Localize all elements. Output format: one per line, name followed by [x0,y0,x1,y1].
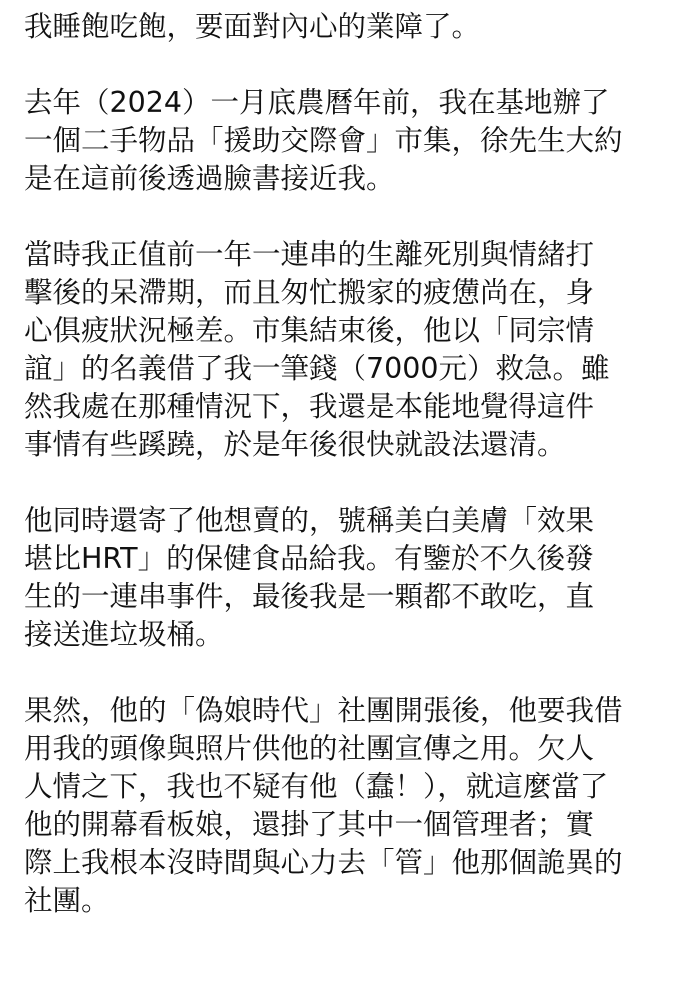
text-line: 堪比HRT」的保健食品給我。有鑒於不久後發 [24,542,594,575]
text-line: 際上我根本沒時間與心力去「管」他那個詭異的 [24,846,623,879]
text-line: 誼」的名義借了我一筆錢（7000元）救急。雖 [24,352,610,385]
paragraph-5 [24,692,664,920]
paragraph-2 [24,84,664,198]
text-line: 果然，他的「偽娘時代」社團開張後，他要我借 [24,694,623,727]
text-line: 當時我正值前一年一連串的生離死別與情緒打 [24,238,595,271]
text-line: 去年（2024）一月底農曆年前，我在基地辦了 [24,86,610,119]
text-line: 生的一連串事件，最後我是一顆都不敢吃，直 [24,580,595,613]
paragraph-3 [24,236,664,464]
text-line: 一個二手物品「援助交際會」市集，徐先生大約 [24,124,623,157]
text-line: 擊後的呆滯期，而且匆忙搬家的疲憊尚在，身 [24,276,595,309]
text-line: 社團。 [24,884,110,917]
text-line: 他同時還寄了他想賣的，號稱美白美膚「效果 [24,504,595,537]
text-line: 然我處在那種情況下，我還是本能地覺得這件 [24,390,595,423]
text-line: 心俱疲狀況極差。市集結束後，他以「同宗情 [24,314,595,347]
paragraph-1 [24,8,664,46]
text-line: 人情之下，我也不疑有他（蠢！），就這麼當了 [24,770,609,803]
paragraph-4 [24,502,664,654]
text-line: 事情有些蹊蹺，於是年後很快就設法還清。 [24,428,566,461]
text-line: 是在這前後透過臉書接近我。 [24,162,395,195]
text-line: 用我的頭像與照片供他的社團宣傳之用。欠人 [24,732,595,765]
text-line: 他的開幕看板娘，還掛了其中一個管理者；實 [24,808,595,841]
text-line: 我睡飽吃飽，要面對內心的業障了。 [24,10,481,43]
text-line: 接送進垃圾桶。 [24,618,224,651]
